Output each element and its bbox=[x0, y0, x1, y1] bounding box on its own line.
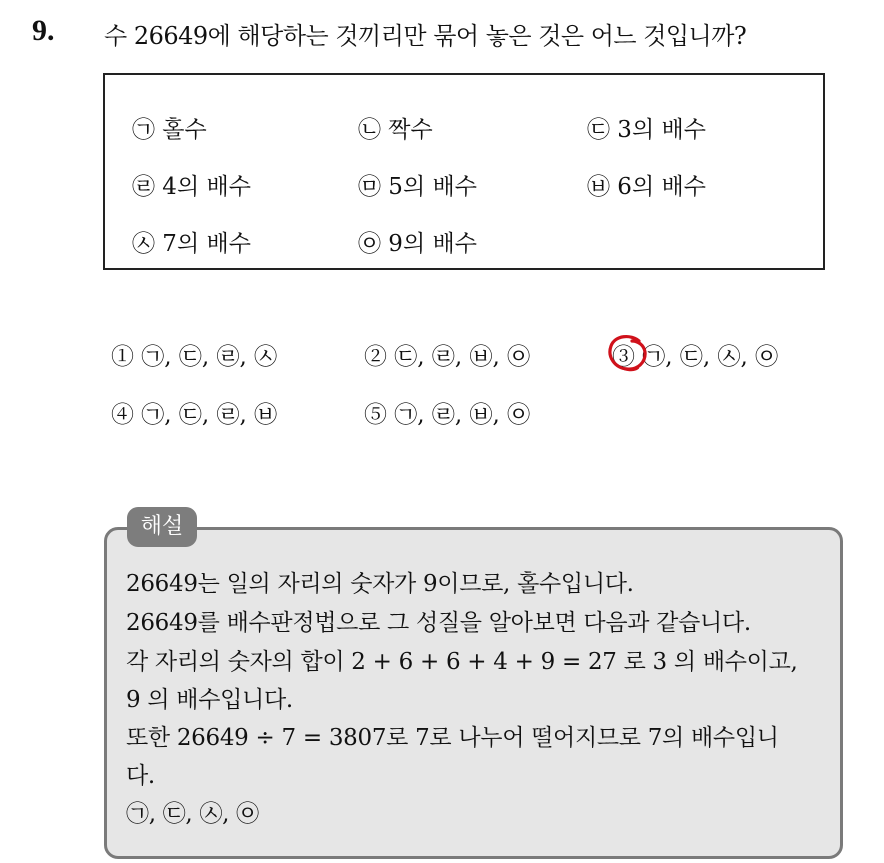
question-text: 수 26649에 해당하는 것끼리만 묶어 놓은 것은 어느 것입니까? bbox=[104, 22, 747, 50]
explanation-line: ㉠, ㉢, ㉦, ㉧ bbox=[126, 801, 259, 827]
explanation-line: 또한 26649 ÷ 7 = 3807로 7로 나누어 떨어지므로 7의 배수입니 bbox=[126, 725, 779, 751]
explanation-tag: 해설 bbox=[127, 507, 197, 547]
answer-choice-4[interactable]: ④ ㉠, ㉢, ㉣, ㉥ bbox=[111, 402, 278, 428]
explanation-line: 다. bbox=[126, 763, 155, 789]
answer-choice-5[interactable]: ⑤ ㉠, ㉣, ㉥, ㉧ bbox=[364, 402, 531, 428]
answer-choice-2[interactable]: ② ㉢, ㉣, ㉥, ㉧ bbox=[364, 344, 531, 370]
condition-item: ㉧ 9의 배수 bbox=[358, 231, 477, 257]
condition-item: ㉤ 5의 배수 bbox=[358, 174, 477, 200]
condition-item: ㉡ 짝수 bbox=[358, 117, 433, 143]
answer-circle-mark bbox=[605, 332, 653, 374]
answer-choice-3[interactable]: ③ ㉠, ㉢, ㉦, ㉧ bbox=[612, 344, 779, 370]
question-number: 9. bbox=[32, 14, 55, 47]
answer-choice-1[interactable]: ① ㉠, ㉢, ㉣, ㉦ bbox=[111, 344, 278, 370]
explanation-line: 26649는 일의 자리의 숫자가 9이므로, 홀수입니다. bbox=[126, 571, 634, 597]
condition-item: ㉦ 7의 배수 bbox=[132, 231, 251, 257]
explanation-line: 26649를 배수판정법으로 그 성질을 알아보면 다음과 같습니다. bbox=[126, 610, 751, 636]
condition-item: ㉣ 4의 배수 bbox=[132, 174, 251, 200]
condition-item: ㉥ 6의 배수 bbox=[587, 174, 706, 200]
explanation-line: 9 의 배수입니다. bbox=[126, 687, 293, 713]
condition-item: ㉠ 홀수 bbox=[132, 117, 207, 143]
explanation-line: 각 자리의 숫자의 합이 2 + 6 + 6 + 4 + 9 = 27 로 3 의 배수이고, bbox=[126, 649, 798, 675]
condition-item: ㉢ 3의 배수 bbox=[587, 117, 706, 143]
